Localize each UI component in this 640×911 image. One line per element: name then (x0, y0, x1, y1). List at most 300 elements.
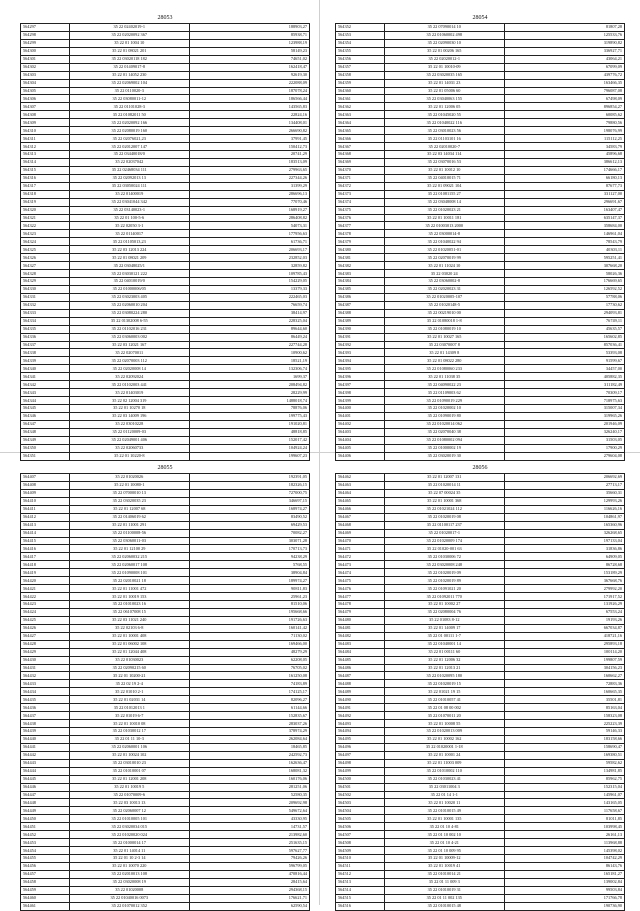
amount-cell: 154229,05 (189, 278, 309, 286)
row-number-cell: 564491 (336, 704, 385, 712)
table-row (21, 577, 310, 585)
code-cell: 35 22 01040022 116 (384, 119, 504, 127)
amount-cell: 304156,23 (504, 664, 624, 672)
row-number-cell: 564462 (336, 474, 385, 482)
table-row (336, 561, 625, 569)
amount-cell: 319965,26 (504, 412, 624, 420)
amount-cell: 266690,82 (189, 127, 309, 135)
row-number-cell: 564474 (336, 569, 385, 577)
row-number-cell: 564421 (21, 585, 70, 593)
table-row (336, 759, 625, 767)
table-row (336, 214, 625, 222)
amount-cell: 152835,67 (189, 712, 309, 720)
amount-cell: 99503,84 (504, 886, 624, 894)
code-cell: 35 22 02060007 12 (69, 807, 189, 815)
amount-cell: 169466,00 (189, 640, 309, 648)
code-cell: 35 22 01 11 10-3 (69, 735, 189, 743)
row-number-cell: 564453 (21, 839, 70, 847)
row-number-cell: 564333 (21, 309, 70, 317)
amount-cell: 38904,84 (189, 569, 309, 577)
row-number-cell: 564480 (336, 616, 385, 624)
amount-cell: 319890,82 (504, 39, 624, 47)
amount-cell: 168974,27 (189, 505, 309, 513)
row-number-cell: 564307 (21, 103, 70, 111)
amount-cell: 161250,08 (189, 672, 309, 680)
amount-cell: 152315,04 (504, 783, 624, 791)
row-number-cell: 564448 (21, 799, 70, 807)
row-number-cell: 564364 (336, 119, 385, 127)
table-row (21, 624, 310, 632)
row-number-cell: 564374 (336, 198, 385, 206)
data-table (335, 473, 625, 911)
code-cell: 35 22 03010023 56 (384, 127, 504, 135)
table-row (336, 799, 625, 807)
amount-cell: 86449,24 (189, 333, 309, 341)
table-row (21, 601, 310, 609)
row-number-cell: 564508 (336, 839, 385, 847)
table-row (21, 79, 310, 87)
amount-cell: 279604,08 (504, 452, 624, 460)
amount-cell: 201946,09 (504, 420, 624, 428)
row-number-cell: 564499 (336, 767, 385, 775)
row-number-cell: 564455 (21, 855, 70, 863)
code-cell: 35 22 03050024 111 (69, 182, 189, 190)
table-row (21, 198, 310, 206)
code-cell: 35 22 02 12004 319 (69, 397, 189, 405)
amount-cell: 81011,85 (504, 815, 624, 823)
row-number-cell: 564313 (21, 151, 70, 159)
code-cell: 35 22 01 10011 181 (384, 214, 504, 222)
table-row (336, 521, 625, 529)
row-number-cell: 564353 (336, 31, 385, 39)
table-row (336, 704, 625, 712)
amount-cell: 17900,29 (504, 444, 624, 452)
table-row (21, 862, 310, 870)
table-row (21, 791, 310, 799)
code-cell: 35 22 01102003 441 (69, 381, 189, 389)
table-row (336, 720, 625, 728)
table-row (21, 412, 310, 420)
code-cell: 35 22 04090022 23 (384, 381, 504, 389)
row-number-cell: 564365 (336, 127, 385, 135)
row-number-cell: 564498 (336, 759, 385, 767)
amount-cell: 367668,76 (504, 577, 624, 585)
row-number-cell: 564303 (21, 71, 70, 79)
table-row (21, 656, 310, 664)
table-row (336, 119, 625, 127)
table-row (336, 349, 625, 357)
table-row (336, 791, 625, 799)
table-row (21, 735, 310, 743)
row-number-cell: 564469 (336, 529, 385, 537)
table-row (21, 349, 310, 357)
row-number-cell: 564322 (21, 222, 70, 230)
row-number-cell: 564503 (336, 799, 385, 807)
row-number-cell: 564456 (21, 862, 70, 870)
code-cell: 35 22 02050 3-1 (69, 222, 189, 230)
code-cell: 35 22 01 09021 104 (384, 182, 504, 190)
amount-cell: 62590,54 (189, 902, 309, 910)
code-cell: 35 22 02060017 108 (69, 561, 189, 569)
row-number-cell: 564369 (336, 158, 385, 166)
code-cell: 35 22 01406019 62 (69, 513, 189, 521)
table-row (336, 143, 625, 151)
table-row (21, 47, 310, 55)
table-row (21, 63, 310, 71)
table-row (336, 577, 625, 585)
row-number-cell: 564463 (336, 481, 385, 489)
table-row (336, 246, 625, 254)
table-row (336, 135, 625, 143)
row-number-cell: 564490 (336, 696, 385, 704)
amount-cell: 227744,28 (189, 341, 309, 349)
code-cell: 35 22 01 10 009 95 (384, 847, 504, 855)
row-number-cell: 564484 (336, 648, 385, 656)
row-number-cell: 564384 (336, 278, 385, 286)
code-cell: 35 22 02012007 147 (69, 143, 189, 151)
amount-cell: 19193,26 (504, 616, 624, 624)
table-row (21, 767, 310, 775)
row-number-cell: 564332 (21, 301, 70, 309)
row-number-cell: 564304 (21, 79, 70, 87)
row-number-cell: 564320 (21, 206, 70, 214)
amount-cell: 145398,02 (504, 847, 624, 855)
amount-cell: 14731,57 (189, 823, 309, 831)
amount-cell: 160665,35 (504, 688, 624, 696)
amount-cell: 307668,20 (504, 262, 624, 270)
row-number-cell: 564417 (21, 553, 70, 561)
row-number-cell: 564386 (336, 293, 385, 301)
row-number-cell: 564457 (21, 870, 70, 878)
code-cell: 35 22 01 10001 408 (69, 632, 189, 640)
row-number-cell: 564427 (21, 632, 70, 640)
code-cell: 35 22 04010015 71 (384, 174, 504, 182)
row-number-cell: 564344 (21, 397, 70, 405)
row-number-cell: 564321 (21, 214, 70, 222)
table-row (21, 103, 310, 111)
table-row (21, 759, 310, 767)
table-row (336, 127, 625, 135)
code-cell: 35 22 03080224 280 (69, 309, 189, 317)
row-number-cell: 564298 (21, 31, 70, 39)
code-cell: 35 22 01 10 4-21 (384, 839, 504, 847)
table-row (21, 31, 310, 39)
code-cell: 35 22 01120009-03 (69, 428, 189, 436)
table-row (21, 815, 310, 823)
row-number-cell: 564324 (21, 238, 70, 246)
table-row (336, 545, 625, 553)
code-cell: 35 22 03048008 14 (384, 198, 504, 206)
row-number-cell: 564351 (21, 452, 70, 460)
table-row (21, 529, 310, 537)
code-cell: 35 22 01102016 231 (69, 325, 189, 333)
table-row (21, 489, 310, 497)
code-cell: 35 22 01045020 55 (384, 111, 504, 119)
amount-cell: 222088,09 (189, 79, 309, 87)
row-number-cell: 564305 (21, 87, 70, 95)
code-cell: 35 22 02080004 76 (384, 608, 504, 616)
table-row (21, 799, 310, 807)
row-number-cell: 564395 (336, 365, 385, 373)
table-row (21, 537, 310, 545)
row-number-cell: 564302 (21, 63, 70, 71)
row-number-cell: 564497 (336, 751, 385, 759)
code-cell: 35 22 01302008 6-55 (69, 317, 189, 325)
table-row (21, 569, 310, 577)
code-cell: 35 22 01 00111 60 (384, 648, 504, 656)
table-row (21, 688, 310, 696)
row-number-cell: 564464 (336, 489, 385, 497)
row-number-cell: 564309 (21, 119, 70, 127)
code-cell: 35 22 01010057 41 (384, 696, 504, 704)
table-row (21, 513, 310, 521)
code-cell: 35 22 01021024 112 (384, 505, 504, 513)
row-number-cell: 564380 (336, 246, 385, 254)
amount-cell: 303071,28 (189, 537, 309, 545)
amount-cell: 70309,17 (504, 389, 624, 397)
row-number-cell: 564393 (336, 349, 385, 357)
code-cell: 35 22 01020-001 63 (384, 545, 504, 553)
row-number-cell: 564483 (336, 640, 385, 648)
code-cell: 35 22 03020 24 (384, 270, 504, 278)
table-row (336, 831, 625, 839)
amount-cell: 1488018,74 (189, 397, 309, 405)
code-cell: 35 22 01 11 002 135 (384, 894, 504, 902)
code-cell: 35 22 01100117 237 (384, 521, 504, 529)
row-number-cell: 564461 (21, 902, 70, 910)
table-row (21, 696, 310, 704)
table-row (336, 71, 625, 79)
code-cell: 35 22 01 00111 1-7 (384, 632, 504, 640)
code-cell: 35 22 01 12100 29 (69, 545, 189, 553)
row-number-cell: 564476 (336, 585, 385, 593)
table-row (21, 246, 310, 254)
amount-cell: 40303,11 (504, 246, 624, 254)
code-cell: 35 22 01020095 180 (384, 672, 504, 680)
row-number-cell: 564370 (336, 166, 385, 174)
amount-cell: 635147,37 (504, 214, 624, 222)
amount-cell: 45635,57 (504, 325, 624, 333)
table-row (336, 474, 625, 482)
table-row (336, 608, 625, 616)
amount-cell: 667034,87 (504, 624, 624, 632)
amount-cell: 286696,13 (189, 190, 309, 198)
code-cell: 35 22 01 05006 60 (384, 87, 504, 95)
code-cell: 35 22 02092024 (69, 373, 189, 381)
amount-cell: 61144,66 (189, 704, 309, 712)
code-cell: 35 22 01030023 (69, 656, 189, 664)
code-cell: 35 22 01020014 062 (384, 420, 504, 428)
amount-cell: 67099,09 (504, 63, 624, 71)
row-number-cell: 564327 (21, 262, 70, 270)
table-row (336, 728, 625, 736)
row-number-cell: 564336 (21, 333, 70, 341)
amount-cell: 470816,44 (189, 870, 309, 878)
row-number-cell: 564404 (336, 436, 385, 444)
code-cell: 35 22 01030012 17 (69, 728, 189, 736)
amount-cell: 174125,17 (189, 688, 309, 696)
table-row (21, 317, 310, 325)
amount-cell: 150412,73 (189, 143, 309, 151)
code-cell: 35 22 01030006 72 (384, 553, 504, 561)
row-number-cell: 564433 (21, 680, 70, 688)
code-cell: 35 22 01 12007 68 (69, 505, 189, 513)
code-cell: 35 22 01 08 00 002 (384, 704, 504, 712)
code-cell: 35 22 01 11001 472 (69, 585, 189, 593)
row-number-cell: 564355 (336, 47, 385, 55)
code-cell: 35 22 01 10200-21 (69, 672, 189, 680)
amount-cell: 81807,28 (504, 24, 624, 32)
code-cell: 35 22 02060733 (69, 444, 189, 452)
code-cell: 35 22 01010019 31 (384, 886, 504, 894)
amount-cell: 198076,99 (504, 127, 624, 135)
amount-cell: 187078,24 (189, 87, 309, 95)
row-number-cell: 564425 (21, 616, 70, 624)
code-cell: 35 22 01 12001 208 (69, 775, 189, 783)
row-number-cell: 564515 (336, 894, 385, 902)
page-title: 28053 (157, 15, 173, 21)
code-cell: 35 22 01020014 11 (384, 481, 504, 489)
amount-cell: 183158,66 (504, 735, 624, 743)
code-cell: 35 22 02060001 106 (69, 743, 189, 751)
row-number-cell: 564431 (21, 664, 70, 672)
amount-cell: 192391,05 (189, 474, 309, 482)
code-cell: 35 22 01 11001 291 (69, 521, 189, 529)
code-cell: 35 22 02020092 367 (69, 31, 189, 39)
code-cell: 35 22 02020012-1 (384, 55, 504, 63)
table-row (21, 301, 310, 309)
row-number-cell: 564419 (21, 569, 70, 577)
row-number-cell: 564400 (336, 405, 385, 413)
amount-cell: 91599,67 (504, 357, 624, 365)
table-row (21, 436, 310, 444)
code-cell: 35 22 01103101 16 (384, 135, 504, 143)
code-cell: 35 22 07090014 10 (384, 24, 504, 32)
row-number-cell: 564512 (336, 870, 385, 878)
table-row (21, 593, 310, 601)
table-row (21, 373, 310, 381)
code-cell: 35 22 01409017-8 (69, 63, 189, 71)
code-cell: 35 22 01020005-107 (384, 293, 504, 301)
amount-cell: 158690,47 (504, 743, 624, 751)
code-cell: 35 22 01020023 21 (384, 206, 504, 214)
code-cell: 35 22 03060002-8 (384, 278, 504, 286)
table-row (21, 807, 310, 815)
page-title: 28055 (157, 465, 173, 471)
row-number-cell: 564382 (336, 262, 385, 270)
table-row (21, 428, 310, 436)
amount-cell: 35501,81 (504, 696, 624, 704)
amount-cell: 143165,05 (504, 799, 624, 807)
row-number-cell: 564429 (21, 648, 70, 656)
table-row (336, 174, 625, 182)
code-cell: 35 22 01 11038 35 (384, 373, 504, 381)
table-row (21, 182, 310, 190)
row-number-cell: 564470 (336, 537, 385, 545)
table-row (21, 55, 310, 63)
code-cell: 35 22 01 10019 153 (69, 593, 189, 601)
table-row (336, 405, 625, 413)
amount-cell: 139002,84 (504, 878, 624, 886)
table-row (336, 333, 625, 341)
row-number-cell: 564445 (21, 775, 70, 783)
code-cell: 35 22 03140023-1 (69, 206, 189, 214)
code-cell: 35 22 01092011 770 (384, 593, 504, 601)
row-number-cell: 564398 (336, 389, 385, 397)
code-cell: 35 22 01 06002 108 (69, 640, 189, 648)
amount-cell: 34457,00 (504, 365, 624, 373)
amount-cell: 168081,32 (189, 767, 309, 775)
code-cell: 35 22 01082011 50 (69, 111, 189, 119)
code-cell: 35 22 01 08021 201 (69, 47, 189, 55)
amount-cell: 857036,41 (504, 341, 624, 349)
code-cell: 35 22 03030121 222 (69, 270, 189, 278)
table-row (21, 174, 310, 182)
row-number-cell: 564504 (336, 807, 385, 815)
table-row (336, 894, 625, 902)
code-cell: 35 22 01020001 1-18 (384, 743, 504, 751)
row-number-cell: 564352 (336, 24, 385, 32)
amount-cell: 336927,71 (504, 47, 624, 55)
amount-cell: 17730,62 (504, 301, 624, 309)
code-cell: 35 22 01 10002 27 (384, 601, 504, 609)
table-row (336, 537, 625, 545)
code-cell: 35 22 01 12044 408 (69, 648, 189, 656)
amount-cell: 206692,69 (504, 474, 624, 482)
amount-cell: 32859,82 (189, 262, 309, 270)
row-number-cell: 564416 (21, 545, 70, 553)
code-cell: 35 22 01 10 2-3 14 (69, 855, 189, 863)
table-row (21, 270, 310, 278)
table-row (336, 55, 625, 63)
code-cell: 35 22 01010023 16 (69, 601, 189, 609)
amount-cell: 85938,71 (189, 31, 309, 39)
row-number-cell: 564423 (21, 601, 70, 609)
table-row (336, 254, 625, 262)
row-number-cell: 564346 (21, 412, 70, 420)
table-row (336, 436, 625, 444)
code-cell: 35 22 07000010 13 (69, 489, 189, 497)
code-cell: 35 22 01070011 20 (384, 712, 504, 720)
amount-cell: 163466,35 (504, 79, 624, 87)
amount-cell: 109785,43 (189, 270, 309, 278)
code-cell: 35 22 01 10270 18 (69, 405, 189, 413)
table-row (336, 79, 625, 87)
row-number-cell: 564299 (21, 39, 70, 47)
code-cell: 35 22 02070011 (69, 349, 189, 357)
amount-cell: 25961,23 (189, 593, 309, 601)
code-cell: 35 22 03020034 015 (69, 823, 189, 831)
table-row (336, 569, 625, 577)
table-row (336, 95, 625, 103)
code-cell: 35 22 02010013 108 (69, 870, 189, 878)
row-number-cell: 564360 (336, 87, 385, 95)
amount-cell: 346697,15 (189, 497, 309, 505)
page-block-top-left (20, 14, 310, 461)
table-row (336, 878, 625, 886)
row-number-cell: 564426 (21, 624, 70, 632)
row-number-cell: 564428 (21, 640, 70, 648)
amount-cell: 67553,24 (504, 608, 624, 616)
amount-cell: 37991,45 (189, 135, 309, 143)
code-cell: 35 22 03020019 30 (384, 452, 504, 460)
row-number-cell: 564468 (336, 521, 385, 529)
table-row (336, 632, 625, 640)
table-row (21, 561, 310, 569)
table-row (336, 389, 625, 397)
code-cell: 35 22 01 08022 280 (384, 357, 504, 365)
row-number-cell: 564335 (21, 325, 70, 333)
